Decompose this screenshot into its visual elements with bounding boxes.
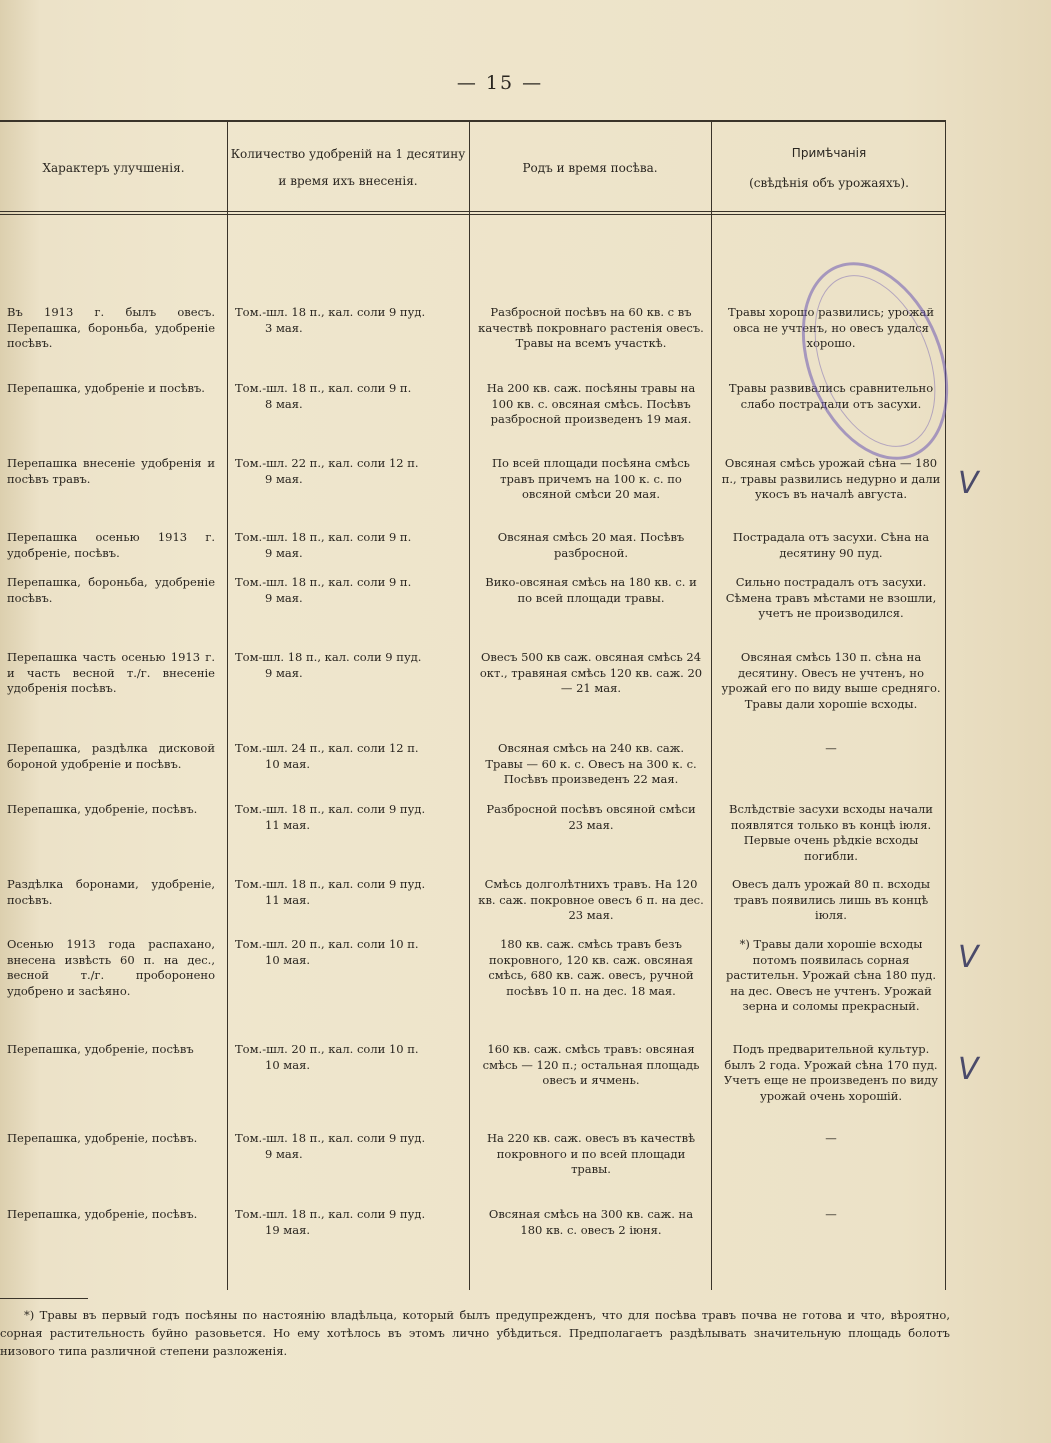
cell-sowing: 160 кв. саж. смѣсь травъ: овсяная смѣсь — 120 п.; остальная площадь овесъ и ячмень. bbox=[482, 1042, 700, 1087]
fertilizer-date: 10 мая. bbox=[265, 952, 311, 967]
cell-improvement: Перепашка, бороньба, удобреніе посѣвъ. bbox=[7, 575, 215, 605]
cell-notes: Овсяная смѣсь 130 п. сѣна на десятину. Овесъ не учтенъ, но урожай его по виду выше средняго. Травы дали хорошіе всходы. bbox=[721, 650, 941, 711]
handwritten-check-mark: V bbox=[958, 1052, 979, 1087]
header-notes bbox=[714, 122, 944, 214]
fertilizer-date: 10 мая. bbox=[265, 756, 311, 771]
fertilizer-date: 9 мая. bbox=[265, 545, 303, 560]
header-improvement-label: Характеръ улучшенія. bbox=[42, 160, 185, 175]
cell-notes: Подъ предварительной культур. былъ 2 года. Урожай сѣна 170 пуд. Учетъ еще не произведенъ по виду урожай очень хорошій. bbox=[723, 1042, 939, 1103]
footnote: *) Травы въ первый годъ посѣяны по настоянію владѣльца, который былъ предупрежденъ, что для посѣва травъ почва не готова и что, вѣроятно, сорная растительность буйно разовьется. Но ему хотѣлось въ этомъ лично убѣдиться. Предполагаетъ раздѣлывать значительную площадь болотъ низового типа различной степени разложенія. bbox=[0, 1308, 950, 1358]
header-improvement bbox=[0, 122, 227, 214]
cell-sowing: Разбросной посѣвъ на 60 кв. с въ качествѣ покровнаго растенія овесъ. Травы на всемъ участкѣ. bbox=[478, 305, 704, 350]
handwritten-check-mark: V bbox=[958, 466, 979, 501]
cell-notes: Травы развивались сравнительно слабо пострадали отъ засухи. bbox=[728, 381, 934, 411]
cell-improvement: Перепашка, удобреніе, посѣвъ. bbox=[7, 1207, 198, 1221]
cell-sowing: Разбросной посѣвъ овсяной смѣси 23 мая. bbox=[486, 802, 696, 832]
fertilizer-amount: Том.-шл. 24 п., кал. соли 12 п. bbox=[235, 741, 419, 755]
cell-improvement: Въ 1913 г. былъ овесъ. Перепашка, бороньба, удобреніе посѣвъ. bbox=[7, 305, 215, 350]
cell-sowing: 180 кв. саж. смѣсь травъ безъ покровного, 120 кв. саж. овсяная смѣсь, 680 кв. саж. овесъ, ручной посѣвъ 10 п. на дес. 18 мая. bbox=[488, 937, 694, 998]
header-notes-title: Примѣчанія bbox=[791, 146, 867, 160]
column-divider-1 bbox=[227, 120, 228, 1290]
cell-fertilizer bbox=[235, 802, 461, 833]
cell-fertilizer bbox=[235, 937, 461, 968]
cell-sowing: Овсяная смѣсь на 240 кв. саж. Травы — 60 к. с. Овесъ на 300 к. с. Посѣвъ произведенъ 22 мая. bbox=[485, 741, 697, 786]
cell-fertilizer bbox=[235, 877, 461, 908]
cell-fertilizer bbox=[235, 575, 461, 606]
fertilizer-amount: Том.-шл. 18 п., кал. соли 9 пуд. bbox=[235, 1131, 426, 1145]
cell-improvement: Перепашка, удобреніе, посѣвъ bbox=[7, 1042, 194, 1056]
cell-fertilizer bbox=[235, 305, 461, 336]
fertilizer-amount: Том.-шл. 18 п., кал. соли 9 пуд. bbox=[235, 1207, 426, 1221]
fertilizer-amount: Том.-шл. 18 п., кал. соли 9 п. bbox=[235, 530, 412, 544]
header-fertilizer bbox=[230, 122, 466, 214]
fertilizer-date: 9 мая. bbox=[265, 590, 303, 605]
fertilizer-amount: Том.-шл. 20 п., кал. соли 10 п. bbox=[235, 1042, 419, 1056]
column-divider-2 bbox=[469, 120, 470, 1290]
fertilizer-date: 9 мая. bbox=[265, 665, 303, 680]
handwritten-check-mark: V bbox=[958, 940, 979, 975]
cell-sowing: Смѣсь долголѣтнихъ травъ. На 120 кв. саж. покровное овесъ 6 п. на дес. 23 мая. bbox=[478, 877, 704, 922]
cell-notes: Пострадала отъ засухи. Сѣна на десятину 90 пуд. bbox=[732, 530, 930, 560]
footnote-rule bbox=[0, 1298, 88, 1299]
cell-fertilizer bbox=[235, 1042, 461, 1073]
cell-improvement: Перепашка внесеніе удобренія и посѣвъ травъ. bbox=[7, 456, 215, 486]
cell-sowing: На 220 кв. саж. овесъ въ качествѣ покровного и по всей площади травы. bbox=[486, 1131, 696, 1176]
cell-notes: — bbox=[825, 1131, 837, 1145]
cell-fertilizer bbox=[235, 650, 461, 681]
header-fertilizer-label: Количество удобреній на 1 десятину и время ихъ внесенія. bbox=[230, 147, 466, 188]
header-notes-subtitle: (свѣдѣнія объ урожаяхъ). bbox=[749, 176, 909, 190]
cell-notes: Вслѣдствіе засухи всходы начали появлятся только въ концѣ іюля. Первые очень рѣдкіе всходы погибли. bbox=[729, 802, 933, 863]
cell-fertilizer bbox=[235, 1207, 461, 1238]
cell-sowing: Овсяная смѣсь 20 мая. Посѣвъ разбросной. bbox=[497, 530, 685, 560]
cell-notes: — bbox=[825, 1207, 837, 1221]
header-sowing-label: Родъ и время посѣва. bbox=[522, 160, 658, 175]
fertilizer-date: 9 мая. bbox=[265, 471, 303, 486]
library-stamp-inner-ring bbox=[791, 257, 959, 464]
cell-notes: Овсяная смѣсь урожай сѣна — 180 п., травы развились недурно и дали укосъ въ началѣ августа. bbox=[721, 456, 941, 501]
fertilizer-amount: Том.-шл. 18 п., кал. соли 9 пуд. bbox=[235, 305, 426, 319]
cell-improvement: Перепашка осенью 1913 г. удобреніе, посѣвъ. bbox=[7, 530, 215, 560]
cell-fertilizer bbox=[235, 741, 461, 772]
cell-improvement: Перепашка, раздѣлка дисковой бороной удобреніе и посѣвъ. bbox=[7, 741, 215, 771]
cell-notes: — bbox=[825, 741, 837, 755]
fertilizer-date: 9 мая. bbox=[265, 1146, 303, 1161]
cell-sowing: На 200 кв. саж. посѣяны травы на 100 кв. с. овсяная смѣсь. Посѣвъ разбросной произведенъ 19 мая. bbox=[486, 381, 696, 426]
cell-sowing: Овсяная смѣсь на 300 кв. саж. на 180 кв. с. овесъ 2 іюня. bbox=[488, 1207, 694, 1237]
header-bottom-rule-2 bbox=[0, 214, 946, 215]
fertilizer-amount: Том.-шл. 18 п., кал. соли 9 пуд. bbox=[235, 877, 426, 891]
cell-fertilizer bbox=[235, 530, 461, 561]
fertilizer-date: 11 мая. bbox=[265, 817, 311, 832]
cell-improvement: Перепашка, удобреніе и посѣвъ. bbox=[7, 381, 205, 395]
page-number: — 15 — bbox=[456, 72, 544, 94]
fertilizer-date: 11 мая. bbox=[265, 892, 311, 907]
fertilizer-date: 10 мая. bbox=[265, 1057, 311, 1072]
cell-notes: *) Травы дали хорошіе всходы потомъ появилась сорная растительн. Урожай сѣна 180 пуд. на дес. Овесъ не учтенъ. Урожай зерна и соломы прекрасный. bbox=[725, 937, 937, 1013]
fertilizer-amount: Том.-шл. 18 п., кал. соли 9 пуд. bbox=[235, 802, 426, 816]
cell-improvement: Раздѣлка боронами, удобреніе, посѣвъ. bbox=[7, 877, 215, 907]
cell-fertilizer bbox=[235, 1131, 461, 1162]
fertilizer-amount: Том.-шл. 18 п., кал. соли 9 п. bbox=[235, 381, 412, 395]
cell-improvement: Осенью 1913 года распахано, внесена извѣсть 60 п. на дес., весной т./г. пробороненo удобрено и засѣяно. bbox=[7, 937, 215, 998]
fertilizer-amount: Том.-шл. 18 п., кал. соли 9 п. bbox=[235, 575, 412, 589]
cell-fertilizer bbox=[235, 456, 461, 487]
column-divider-4 bbox=[945, 120, 946, 1290]
fertilizer-date: 19 мая. bbox=[265, 1222, 311, 1237]
cell-notes: Сильно пострадалъ отъ засухи. Сѣмена травъ мѣстами не взошли, учетъ не производился. bbox=[725, 575, 937, 620]
fertilizer-date: 3 мая. bbox=[265, 320, 303, 335]
header-sowing bbox=[472, 122, 708, 214]
fertilizer-amount: Том.-шл. 22 п., кал. соли 12 п. bbox=[235, 456, 419, 470]
fertilizer-date: 8 мая. bbox=[265, 396, 303, 411]
cell-fertilizer bbox=[235, 381, 461, 412]
cell-improvement: Перепашка часть осенью 1913 г. и часть весной т./г. внесеніе удобренія посѣвъ. bbox=[7, 650, 215, 695]
fertilizer-amount: Том-шл. 18 п., кал. соли 9 пуд. bbox=[235, 650, 422, 664]
cell-sowing: По всей площади посѣяна смѣсь травъ причемъ на 100 к. с. по овсяной смѣси 20 мая. bbox=[492, 456, 690, 501]
cell-sowing: Овесъ 500 кв саж. овсяная смѣсь 24 окт., травяная смѣсь 120 кв. саж. 20 — 21 мая. bbox=[479, 650, 703, 695]
cell-sowing: Вико-овсяная смѣсь на 180 кв. с. и по всей площади травы. bbox=[485, 575, 697, 605]
cell-notes: Овесъ далъ урожай 80 п. всходы травъ появились лишь въ концѣ іюля. bbox=[732, 877, 930, 922]
cell-improvement: Перепашка, удобреніе, посѣвъ. bbox=[7, 1131, 198, 1145]
column-divider-3 bbox=[711, 120, 712, 1290]
fertilizer-amount: Том.-шл. 20 п., кал. соли 10 п. bbox=[235, 937, 419, 951]
cell-notes: Травы хорошо развились; урожай овса не учтенъ, но овесъ удался хорошо. bbox=[727, 305, 935, 350]
cell-improvement: Перепашка, удобреніе, посѣвъ. bbox=[7, 802, 198, 816]
